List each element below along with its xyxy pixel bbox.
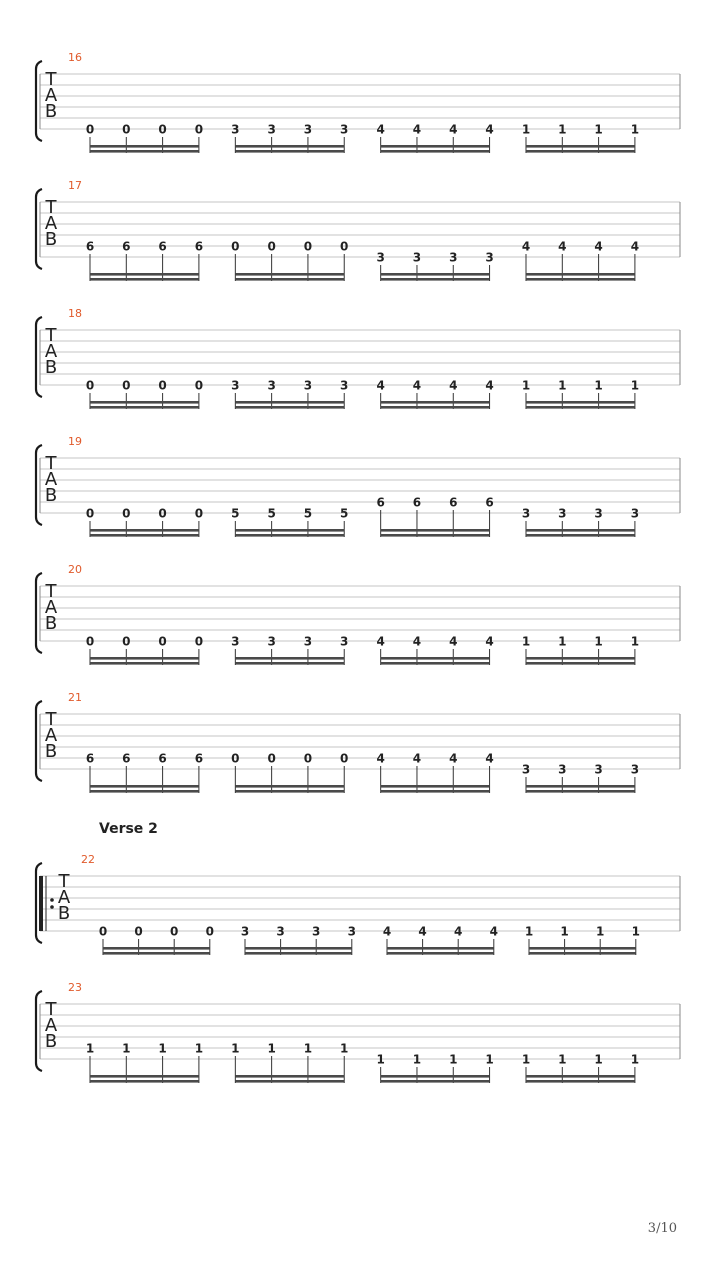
- fret-number: 6: [122, 751, 131, 766]
- fret-number: 3: [231, 122, 240, 137]
- fret-number: 4: [485, 634, 494, 649]
- tab-letter-b: B: [44, 613, 58, 634]
- fret-number: 4: [558, 239, 567, 254]
- beam-primary: [235, 1075, 344, 1078]
- beam-primary: [235, 273, 344, 276]
- fret-number: 0: [340, 751, 349, 766]
- fret-number: 0: [122, 378, 131, 393]
- fret-number: 0: [303, 239, 313, 254]
- tab-letter-t: T: [45, 999, 57, 1020]
- fret-number: 3: [347, 924, 356, 939]
- beam-secondary: [526, 278, 635, 281]
- beam-secondary: [381, 534, 490, 537]
- fret-number: 6: [85, 751, 95, 766]
- fret-number: 1: [158, 1041, 167, 1056]
- fret-number: 0: [158, 122, 167, 137]
- fret-number: 3: [276, 924, 285, 939]
- fret-number: 0: [231, 239, 240, 254]
- fret-number: 1: [303, 1041, 313, 1056]
- beam-primary: [90, 657, 199, 660]
- fret-number: 5: [231, 506, 240, 521]
- tab-letter-b: B: [44, 485, 58, 506]
- fret-number: 1: [594, 1052, 603, 1067]
- fret-number: 3: [303, 634, 313, 649]
- fret-number: 0: [85, 634, 95, 649]
- tab-letter-t: T: [45, 325, 57, 346]
- fret-number: 4: [418, 924, 427, 939]
- beam-primary: [235, 529, 344, 532]
- beam-primary: [235, 785, 344, 788]
- beam-primary: [245, 947, 352, 950]
- fret-number: 1: [122, 1041, 131, 1056]
- staff-measure-17: [36, 179, 680, 281]
- tab-letter-a: A: [44, 341, 58, 362]
- beam-secondary: [235, 406, 344, 409]
- tab-letter-t: T: [45, 581, 57, 602]
- fret-number: 4: [449, 378, 458, 393]
- repeat-dot: [50, 898, 54, 902]
- fret-number: 6: [485, 495, 494, 510]
- tab-letter-t: T: [45, 197, 57, 218]
- fret-number: 3: [340, 122, 349, 137]
- fret-number: 3: [267, 634, 276, 649]
- fret-number: 6: [158, 751, 167, 766]
- repeat-dot: [50, 905, 54, 909]
- fret-number: 6: [158, 239, 167, 254]
- beam-secondary: [90, 534, 199, 537]
- fret-number: 0: [194, 378, 204, 393]
- measure-number: 21: [68, 691, 82, 704]
- fret-number: 6: [122, 239, 131, 254]
- staff-measure-19: [36, 435, 680, 537]
- fret-number: 4: [630, 239, 640, 254]
- beam-primary: [90, 273, 199, 276]
- measure-number: 23: [68, 981, 82, 994]
- tab-letter-a: A: [44, 725, 58, 746]
- fret-number: 0: [158, 378, 167, 393]
- fret-number: 1: [630, 634, 640, 649]
- fret-number: 1: [630, 122, 640, 137]
- beam-primary: [381, 273, 490, 276]
- fret-number: 4: [412, 378, 422, 393]
- beam-secondary: [235, 150, 344, 153]
- fret-number: 4: [376, 751, 385, 766]
- fret-number: 6: [194, 751, 204, 766]
- fret-number: 1: [231, 1041, 240, 1056]
- fret-number: 1: [521, 378, 531, 393]
- beam-primary: [90, 1075, 199, 1078]
- fret-number: 4: [485, 751, 494, 766]
- fret-number: 0: [122, 122, 131, 137]
- fret-number: 3: [594, 762, 603, 777]
- tab-letter-a: A: [44, 213, 58, 234]
- tab-letter-b: B: [44, 741, 58, 762]
- fret-number: 3: [630, 762, 640, 777]
- fret-number: 0: [85, 378, 95, 393]
- beam-secondary: [381, 278, 490, 281]
- fret-number: 4: [449, 634, 458, 649]
- fret-number: 3: [303, 122, 313, 137]
- fret-number: 0: [122, 506, 131, 521]
- tab-letter-a: A: [44, 597, 58, 618]
- beam-primary: [381, 529, 490, 532]
- fret-number: 3: [340, 634, 349, 649]
- fret-number: 4: [485, 122, 494, 137]
- tab-letter-t: T: [45, 453, 57, 474]
- staff-measure-20: [36, 563, 680, 665]
- fret-number: 1: [558, 1052, 567, 1067]
- fret-number: 0: [134, 924, 143, 939]
- tab-letter-t: T: [45, 709, 57, 730]
- fret-number: 1: [631, 924, 640, 939]
- fret-number: 1: [558, 378, 567, 393]
- measure-number: 16: [68, 51, 82, 64]
- fret-number: 4: [376, 634, 385, 649]
- tab-letter-b: B: [44, 101, 58, 122]
- fret-number: 3: [630, 506, 640, 521]
- beam-secondary: [381, 1080, 490, 1083]
- fret-number: 1: [412, 1052, 422, 1067]
- tab-letter-b: B: [44, 1031, 58, 1052]
- fret-number: 6: [194, 239, 204, 254]
- fret-number: 0: [194, 506, 204, 521]
- fret-number: 4: [412, 751, 422, 766]
- beam-primary: [387, 947, 494, 950]
- fret-number: 3: [558, 506, 567, 521]
- staff-measure-16: [36, 51, 680, 153]
- beam-secondary: [526, 662, 635, 665]
- measure-number: 22: [81, 853, 95, 866]
- beam-primary: [526, 657, 635, 660]
- beam-primary: [526, 273, 635, 276]
- fret-number: 1: [558, 122, 567, 137]
- fret-number: 6: [412, 495, 422, 510]
- beam-secondary: [235, 790, 344, 793]
- beam-secondary: [235, 662, 344, 665]
- fret-number: 0: [267, 239, 276, 254]
- fret-number: 1: [267, 1041, 276, 1056]
- fret-number: 1: [596, 924, 605, 939]
- fret-number: 3: [312, 924, 321, 939]
- staff-measure-22: [36, 853, 680, 955]
- fret-number: 1: [85, 1041, 95, 1056]
- measure-number: 18: [68, 307, 82, 320]
- fret-number: 3: [231, 634, 240, 649]
- beam-primary: [381, 785, 490, 788]
- fret-number: 1: [524, 924, 534, 939]
- tab-letter-b: B: [44, 229, 58, 250]
- staff-measure-23: [36, 981, 680, 1083]
- fret-number: 4: [489, 924, 498, 939]
- fret-number: 0: [85, 506, 95, 521]
- repeat-thick-bar: [39, 876, 43, 931]
- fret-number: 0: [194, 122, 204, 137]
- beam-secondary: [529, 952, 636, 955]
- beam-primary: [90, 785, 199, 788]
- beam-secondary: [526, 790, 635, 793]
- fret-number: 1: [449, 1052, 458, 1067]
- beam-primary: [526, 401, 635, 404]
- measure-number: 19: [68, 435, 82, 448]
- fret-number: 1: [558, 634, 567, 649]
- fret-number: 5: [340, 506, 349, 521]
- beam-primary: [526, 145, 635, 148]
- beam-primary: [381, 1075, 490, 1078]
- beam-primary: [526, 1075, 635, 1078]
- beam-secondary: [381, 790, 490, 793]
- beam-primary: [529, 947, 636, 950]
- fret-number: 3: [485, 250, 494, 265]
- tab-letter-a: A: [57, 887, 71, 908]
- fret-number: 4: [454, 924, 463, 939]
- beam-secondary: [103, 952, 210, 955]
- fret-number: 3: [558, 762, 567, 777]
- beam-secondary: [90, 278, 199, 281]
- beam-secondary: [90, 406, 199, 409]
- fret-number: 1: [560, 924, 569, 939]
- beam-secondary: [90, 150, 199, 153]
- measure-number: 20: [68, 563, 82, 576]
- fret-number: 4: [376, 378, 385, 393]
- fret-number: 3: [267, 122, 276, 137]
- fret-number: 0: [158, 634, 167, 649]
- fret-number: 0: [85, 122, 95, 137]
- beam-primary: [526, 529, 635, 532]
- beam-secondary: [90, 790, 199, 793]
- fret-number: 3: [412, 250, 422, 265]
- beam-primary: [90, 401, 199, 404]
- tab-letter-a: A: [44, 85, 58, 106]
- fret-number: 3: [340, 378, 349, 393]
- tab-letter-t: T: [45, 69, 57, 90]
- fret-number: 3: [240, 924, 250, 939]
- fret-number: 1: [485, 1052, 494, 1067]
- beam-primary: [381, 145, 490, 148]
- fret-number: 1: [194, 1041, 204, 1056]
- fret-number: 0: [303, 751, 313, 766]
- section-label-verse-2: Verse 2: [99, 821, 158, 837]
- fret-number: 6: [85, 239, 95, 254]
- fret-number: 4: [412, 122, 422, 137]
- beam-secondary: [381, 150, 490, 153]
- beam-secondary: [381, 406, 490, 409]
- fret-number: 0: [194, 634, 204, 649]
- beam-primary: [90, 145, 199, 148]
- fret-number: 0: [98, 924, 108, 939]
- fret-number: 0: [158, 506, 167, 521]
- staff-measure-18: [36, 307, 680, 409]
- fret-number: 4: [521, 239, 531, 254]
- fret-number: 4: [449, 751, 458, 766]
- fret-number: 3: [521, 762, 531, 777]
- fret-number: 4: [594, 239, 603, 254]
- fret-number: 0: [122, 634, 131, 649]
- fret-number: 1: [340, 1041, 349, 1056]
- fret-number: 1: [594, 634, 603, 649]
- beam-primary: [381, 401, 490, 404]
- beam-secondary: [235, 534, 344, 537]
- page-number: 3/10: [647, 1221, 677, 1236]
- beam-secondary: [235, 278, 344, 281]
- beam-primary: [235, 401, 344, 404]
- fret-number: 3: [267, 378, 276, 393]
- fret-number: 1: [521, 1052, 531, 1067]
- beam-primary: [235, 145, 344, 148]
- fret-number: 6: [449, 495, 458, 510]
- beam-secondary: [90, 1080, 199, 1083]
- tab-letter-b: B: [44, 357, 58, 378]
- fret-number: 6: [376, 495, 385, 510]
- fret-number: 1: [594, 378, 603, 393]
- beam-secondary: [90, 662, 199, 665]
- fret-number: 4: [485, 378, 494, 393]
- beam-primary: [526, 785, 635, 788]
- fret-number: 1: [630, 1052, 640, 1067]
- beam-secondary: [526, 406, 635, 409]
- beam-secondary: [387, 952, 494, 955]
- fret-number: 1: [630, 378, 640, 393]
- beam-secondary: [235, 1080, 344, 1083]
- fret-number: 0: [170, 924, 179, 939]
- beam-primary: [235, 657, 344, 660]
- fret-number: 1: [594, 122, 603, 137]
- tab-letter-b: B: [57, 903, 71, 924]
- fret-number: 0: [267, 751, 276, 766]
- fret-number: 3: [594, 506, 603, 521]
- fret-number: 5: [267, 506, 276, 521]
- beam-primary: [381, 657, 490, 660]
- beam-secondary: [381, 662, 490, 665]
- fret-number: 3: [521, 506, 531, 521]
- beam-secondary: [526, 534, 635, 537]
- fret-number: 1: [521, 634, 531, 649]
- fret-number: 4: [449, 122, 458, 137]
- fret-number: 3: [449, 250, 458, 265]
- fret-number: 0: [340, 239, 349, 254]
- fret-number: 4: [382, 924, 392, 939]
- fret-number: 3: [303, 378, 313, 393]
- fret-number: 0: [205, 924, 214, 939]
- fret-number: 4: [376, 122, 385, 137]
- fret-number: 0: [231, 751, 240, 766]
- staff-measure-21: [36, 691, 680, 793]
- fret-number: 5: [303, 506, 313, 521]
- tab-letter-a: A: [44, 469, 58, 490]
- tab-letter-t: T: [58, 871, 70, 892]
- fret-number: 1: [521, 122, 531, 137]
- fret-number: 3: [231, 378, 240, 393]
- beam-secondary: [526, 150, 635, 153]
- tab-letter-a: A: [44, 1015, 58, 1036]
- beam-secondary: [526, 1080, 635, 1083]
- measure-number: 17: [68, 179, 82, 192]
- fret-number: 3: [376, 250, 385, 265]
- beam-secondary: [245, 952, 352, 955]
- beam-primary: [103, 947, 210, 950]
- beam-primary: [90, 529, 199, 532]
- fret-number: 4: [412, 634, 422, 649]
- fret-number: 1: [376, 1052, 385, 1067]
